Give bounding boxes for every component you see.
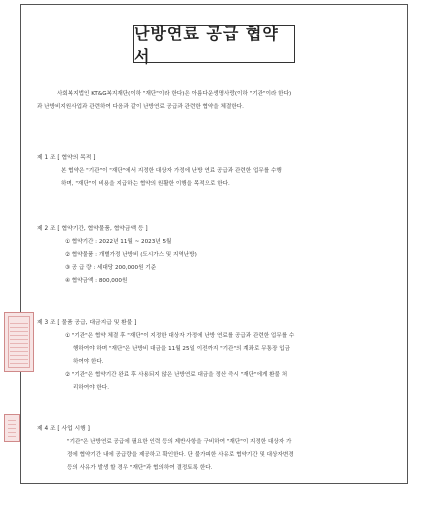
article-1-line-2: 하며, "재단"이 비용을 지급하는 협약의 원활한 이행을 목적으로 한다.: [61, 181, 230, 187]
article-2-item-3: ③ 공 급 량 : 세대당 200,000원 기준: [65, 265, 157, 271]
article-2-heading: 제 2 조 [ 협약기간, 협약물품, 협약금액 등 ]: [37, 226, 148, 232]
article-1-line-1: 본 협약은 "기관"이 "재단"에서 지정한 대상자 가정에 난방 연료 공급과 관련한 업무를 수행: [61, 168, 282, 174]
article-3-line-3: 하여야 한다.: [73, 359, 104, 365]
article-3-line-5: 리하여야 한다.: [73, 385, 109, 391]
intro-line-1: 사회복지법인 KT&G복지재단(이하 "재단"이라 한다)은 아름다운생명사랑(이하 "기관"이라 한다): [57, 91, 292, 97]
seal-stamp-small: [4, 414, 20, 442]
title-box: [133, 24, 295, 66]
article-4-line-2: 정에 협약기간 내에 공급량을 제공하고 확인한다. 단 불가피한 사유로 협약기간 및 대상자변경: [67, 452, 294, 458]
article-1-heading: 제 1 조 [ 협약의 목적 ]: [37, 155, 96, 161]
article-3-line-2: 행하여야 하며 "재단"은 난방비 대금을 11월 25일 이전까지 "기관"의 계좌로 무통장 입금: [73, 346, 291, 352]
article-4-line-1: "기관"은 난방연료 공급에 필요한 인력 등의 제반사항을 구비하여 "재단"이 지정한 대상자 가: [67, 439, 292, 445]
article-3-line-4: ② "기관"은 협약기간 완료 후 사용되지 않은 난방연료 대금을 정산 즉시 "재단"에게 환불 처: [65, 372, 288, 378]
article-3-heading: 제 3 조 [ 물품 공급, 대금지급 및 환불 ]: [37, 320, 137, 326]
intro-line-2: 과 난방비지원사업과 관련하여 다음과 같이 난방연료 공급과 관련한 협약을 체결한다.: [37, 104, 244, 110]
seal-mark: [10, 320, 28, 364]
seal-stamp: [4, 312, 34, 372]
article-4-line-3: 등의 사유가 발생 할 경우 "재단"과 협의하여 결정토록 한다.: [67, 465, 213, 471]
article-3-line-1: ① "기관"은 협약 체결 후 "재단"이 지정한 대상자 가정에 난방 연료를 공급과 관련한 업무를 수: [65, 333, 295, 339]
document-title: 난방연료 공급 협약서: [134, 24, 279, 66]
document-page: [20, 4, 408, 484]
article-2-item-2: ② 협약물품 : 개별가정 난방비 (도시가스 및 지역난방): [65, 252, 197, 258]
seal-mark-small: [8, 419, 16, 437]
article-4-heading: 제 4 조 [ 사업 시행 ]: [37, 426, 90, 432]
article-2-item-4: ④ 협약금액 : 800,000원: [65, 278, 128, 284]
article-2-item-1: ① 협약기간 : 2022년 11월 ~ 2023년 5월: [65, 239, 172, 245]
